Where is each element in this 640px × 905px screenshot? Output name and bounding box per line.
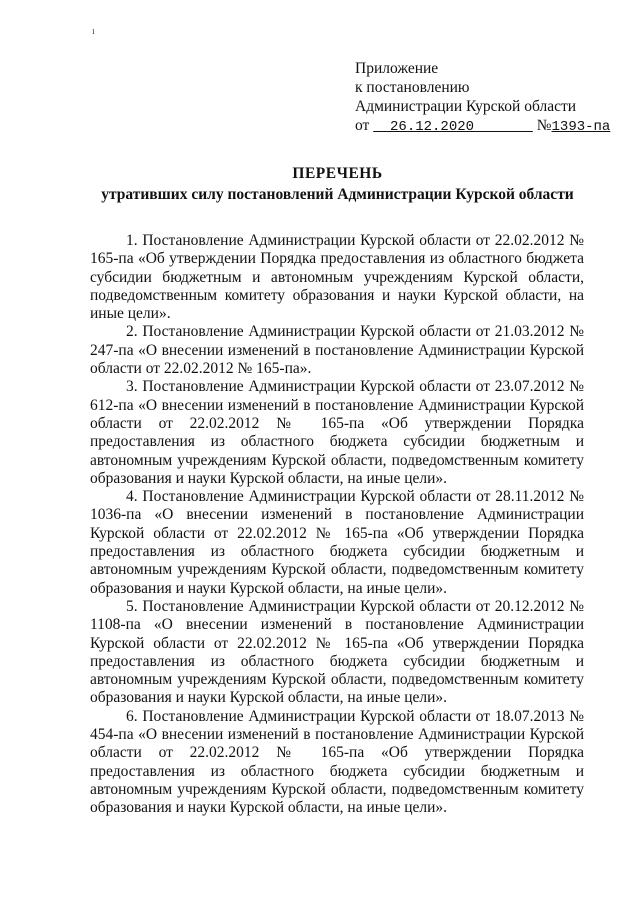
appendix-header — [355, 59, 610, 137]
resolution-number: 1393-па — [551, 119, 611, 135]
list-item: 1. Постановление Администрации Курской области от 22.02.2012 № 165-па «Об утверждении Порядка предоставления из областного бюджета субсидии бюджетным и автономным учреждениям Курской области, подведомственным комитету образования и науки Курской области, на иные цели». — [90, 232, 584, 323]
list-item: 6. Постановление Администрации Курской области от 18.07.2013 № 454-па «О внесении изменений в постановление Администрации Курской области от 22.02.2012 № 165-па «Об утверждении Порядка предоставления из областного бюджета субсидии бюджетным и автономным учреждениям Курской области, подведомственным комитету образования и науки Курской области, на иные цели». — [90, 707, 584, 817]
title-subheading: утративших силу постановлений Администрации Курской области — [101, 186, 574, 203]
corner-mark: ı — [92, 26, 95, 37]
appendix-date-line — [355, 116, 610, 137]
title-heading: ПЕРЕЧЕНЬ — [292, 165, 383, 182]
appendix-label: Приложение — [355, 60, 439, 77]
appendix-resolution-ref: к постановлению — [355, 79, 470, 96]
list-item: 4. Постановление Администрации Курской области от 28.11.2012 № 1036-па «О внесении изменений в постановление Администрации Курской области от 22.02.2012 № 165-па «Об утверждении Порядка предоставления из областного бюджета субсидии бюджетным и автономным учреждениям Курской области, подведомственным комитету образования и науки Курской области, на иные цели». — [90, 488, 584, 597]
list-item: 2. Постановление Администрации Курской области от 21.03.2012 № 247-па «О внесении изменений в постановление Администрации Курской области от 22.02.2012 № 165-па». — [90, 323, 584, 378]
document-title — [90, 164, 585, 204]
list-item: 3. Постановление Администрации Курской области от 23.07.2012 № 612-па «О внесении изменений в постановление Администрации Курской области от 22.02.2012 № 165-па «Об утверждении Порядка предоставления из областного бюджета субсидии бюджетным и автономным учреждениям Курской области, подведомственным комитету образования и науки Курской области, на иные цели». — [90, 378, 584, 487]
list-item: 5. Постановление Администрации Курской области от 20.12.2012 № 1108-па «О внесении изменений в постановление Администрации Курской области от 22.02.2012 № 165-па «Об утверждении Порядка предоставления из областного бюджета субсидии бюджетным и автономным учреждениям Курской области, подведомственным комитету образования и науки Курской области, на иные цели». — [90, 597, 584, 707]
resolution-date: 26.12.2020 — [390, 119, 475, 135]
appendix-authority: Администрации Курской области — [355, 98, 577, 115]
number-prefix: № — [536, 117, 552, 134]
resolution-list — [90, 232, 584, 818]
date-prefix: от — [355, 117, 370, 134]
